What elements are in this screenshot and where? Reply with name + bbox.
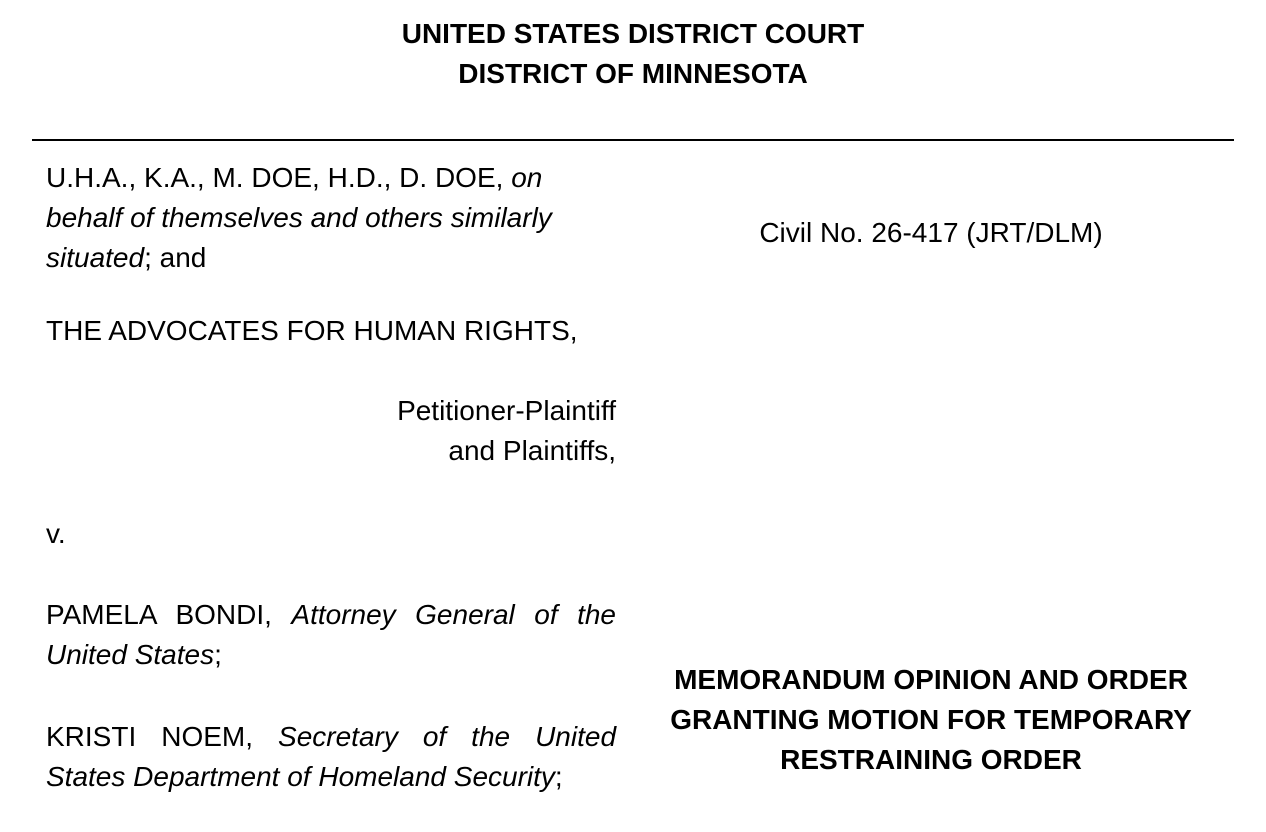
plaintiff-designation-line1: Petitioner-Plaintiff — [397, 395, 616, 426]
plaintiff-designation — [46, 391, 616, 471]
document-title — [636, 660, 1226, 780]
party-plaintiff-organization: THE ADVOCATES FOR HUMAN RIGHTS, — [46, 315, 578, 346]
document-title-line1: MEMORANDUM OPINION AND ORDER — [674, 664, 1188, 695]
court-name: UNITED STATES DISTRICT COURT — [401, 18, 865, 49]
court-header — [0, 14, 1266, 94]
document-title-line2: GRANTING MOTION FOR TEMPORARY — [670, 704, 1192, 735]
defendant-noem-name: KRISTI NOEM, — [46, 721, 254, 752]
caption-divider — [32, 139, 1234, 141]
civil-case-number: Civil No. 26-417 (JRT/DLM) — [759, 217, 1103, 248]
party-plaintiffs-individual — [46, 158, 616, 278]
versus-label: v. — [46, 518, 66, 549]
plaintiff-designation-line2: and Plaintiffs, — [448, 435, 616, 466]
document-title-line3: RESTRAINING ORDER — [780, 744, 1082, 775]
defendant-noem — [46, 717, 616, 797]
defendant-bondi-title: Attorney General of the United States — [46, 599, 616, 670]
defendant-noem-title: Secretary of the United States Department of Homeland Security — [46, 721, 617, 792]
defendant-bondi-suffix: ; — [214, 639, 222, 670]
defendant-noem-suffix: ; — [554, 761, 563, 792]
defendant-bondi — [46, 595, 616, 675]
plaintiff-names: U.H.A., K.A., M. DOE, H.D., D. DOE, — [46, 162, 504, 193]
plaintiff-suffix: ; and — [144, 242, 207, 273]
plaintiff-capacity: on behalf of themselves and others similarly situated — [46, 162, 552, 273]
court-district: DISTRICT OF MINNESOTA — [458, 58, 808, 89]
defendant-bondi-name: PAMELA BONDI, — [46, 599, 272, 630]
